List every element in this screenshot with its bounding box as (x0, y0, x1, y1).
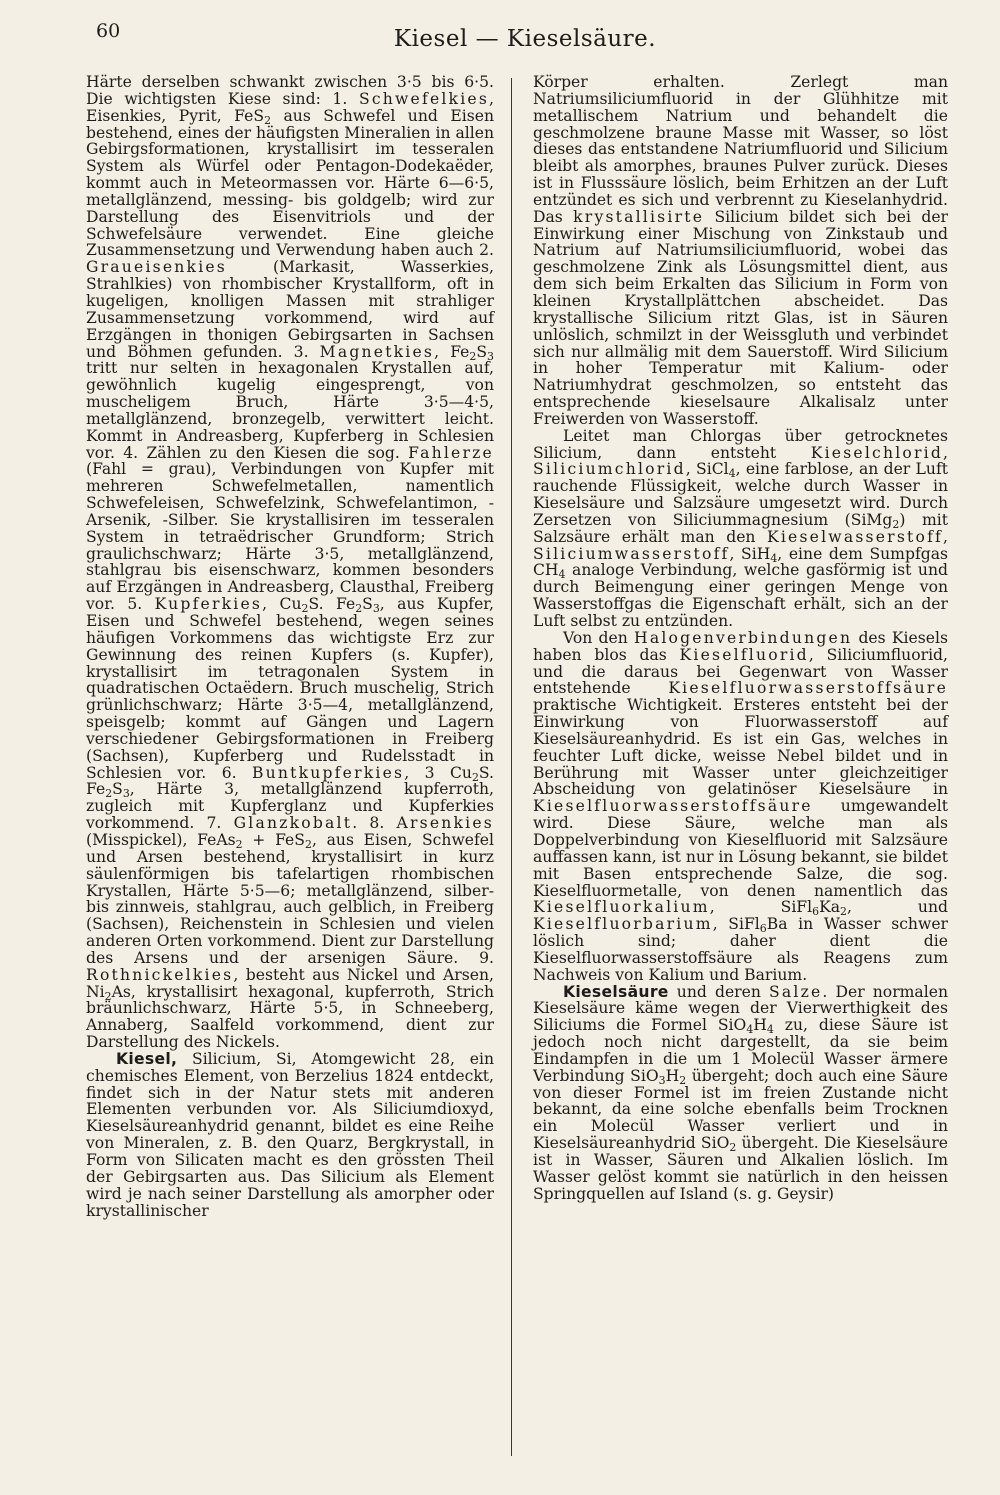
subscript: 2 (301, 602, 309, 616)
spaced-term: Siliciumchlorid (533, 460, 686, 479)
text-run: . 8. (352, 814, 397, 833)
paragraph-kiesel (86, 1051, 494, 1219)
text-run: , SiCl (685, 460, 729, 479)
text-run: S. Fe (308, 595, 356, 614)
subscript: 4 (728, 467, 736, 481)
paragraph-kieselsaeure (533, 984, 948, 1203)
text-run: , und (846, 898, 949, 917)
paragraph-kiese-list (86, 74, 494, 1051)
spaced-term: Kieselfluorid (679, 645, 809, 664)
text-run: tritt nur selten in hexagonalen Krystallen auf, gewöhnlich kugelig eingesprengt, von muscheligem Bruch, Härte 3·5—4·5, metallglänzend, bronzegelb, verwittert leicht. Kommt in Andreasberg, Kupferberg in Schlesien vor. 4. Zählen zu den Kiesen die sog. (86, 359, 494, 462)
text-run: Von den (563, 628, 635, 647)
spaced-term: Kieselfluorkalium (533, 898, 710, 917)
spaced-term: Kieselfluorwasserstoffsäure (533, 797, 813, 816)
spaced-term: Fahlerze (408, 443, 494, 462)
spaced-term: Kieselfluorbarium (533, 915, 713, 934)
spaced-term: Graueisenkies (86, 258, 228, 277)
spaced-term: Kieselchlorid (810, 443, 944, 462)
subscript: 6 (812, 905, 820, 919)
text-run: , Cu (262, 595, 302, 614)
text-run: As, krystallisirt hexagonal, kupferroth, Strich bräunlichschwarz, Härte 5·5, in Schneeberg, Annaberg, Saalfeld vorkommend, dient zur Darstellung des Nickels. (86, 982, 494, 1052)
subscript: 2 (304, 837, 312, 851)
subscript: 4 (746, 1023, 754, 1037)
text-run: , Siliciumfluorid, und die daraus bei Gegenwart von Wasser entstehende (533, 645, 948, 698)
subscript: 3 (487, 349, 494, 363)
spaced-term: krystallisirte (573, 207, 705, 226)
text-run: , SiFl (712, 915, 760, 934)
text-run: , eine dem Sumpfgas CH (533, 544, 949, 580)
text-run: , Eisenkies, Pyrit, FeS (86, 89, 494, 125)
spaced-term: Buntkupferkies (252, 763, 405, 782)
text-run: S (362, 595, 373, 614)
text-run: ) mit Salzsäure erhält man den (533, 510, 948, 546)
subscript: 2 (355, 602, 363, 616)
spaced-term: Salze (769, 982, 823, 1001)
text-run: aus Schwefel und Eisen bestehend, eines der häufigsten Mineralien in allen Gebirgsformationen, krystallisirt im tesseralen System als Würfel oder Pentagon-Dodekaëder, kommt auch in Meteormassen vor. Härte 6—6·5, metallglänzend, messing- bis goldgelb; wird zur Darstellung des Eisenvitriols und der Schwefelsäure verwendet. Eine gleiche Zusammensetzung und Verwendung haben auch 2. (86, 106, 494, 260)
entry-headword: Kieselsäure (563, 982, 669, 1001)
text-run: (Markasit, Wasserkies, Strahlkies) von rhombischer Krystallform, oft in kugeligen, knolligen Massen mit strahliger Zusammensetzung vorkommend, wird auf Erzgängen in thonigen Gebirgsarten in Sachsen und Böhmen gefunden. 3. (86, 258, 494, 361)
right-column (533, 74, 948, 1203)
spaced-term: Kieselwasserstoff (767, 527, 944, 546)
text-run: Ka (819, 898, 841, 917)
entry-headword: Kiesel, (116, 1049, 178, 1068)
spaced-term: Siliciumwasserstoff (533, 544, 730, 563)
column-divider (511, 78, 512, 1456)
text-run: . Der normalen Kieselsäure käme wegen der Vierwerthigkeit des Siliciums die Formel SiO (533, 982, 948, 1035)
text-run: , SiH (729, 544, 771, 563)
subscript: 6 (759, 922, 767, 936)
text-run: Silicium, Si, Atomgewicht 28, ein chemisches Element, von Berzelius 1824 entdeckt, findet sich in der Natur stets mit anderen Elementen verbunden vor. Als Siliciumdioxyd, Kieselsäureanhydrid genannt, bildet es eine Reihe von Mineralen, z. B. den Quarz, Bergkrystall, in Form von Silicaten macht es den grössten Theil der Gebirgsarten aus. Das Silicium als Element wird je nach seiner Darstellung als amorpher oder krystallinischer (86, 1049, 494, 1220)
subscript: 2 (104, 989, 112, 1003)
text-run: , 3 Cu (404, 763, 472, 782)
spaced-term: Kupferkies (154, 595, 263, 614)
text-run: übergeht. Die Kieselsäure ist in Wasser, Säuren und Alkalien löslich. Im Wasser gelöst kommt sie natürlich in den heissen Springquellen auf Island (s. g. Geysir) (533, 1134, 948, 1203)
text-run: Körper erhalten. Zerlegt man Natriumsiliciumfluorid in der Glühhitze mit metallischem Natrium und behandelt die geschmolzene braune Masse mit Wasser, so löst dieses das entstandene Natriumfluorid und Silicium bleibt als amorphes, braunes Pulver zurück. Dieses ist in Flusssäure löslich, beim Erhitzen an der Luft entzündet es sich und verbrennt zu Kieselanhydrid. Das (533, 73, 948, 226)
text-run: , eine farblose, an der Luft rauchende Flüssigkeit, welche durch Wasser in Kieselsäure und Salzsäure umgesetzt wird. Durch Zersetzen von Siliciummagnesium (SiMg (533, 460, 948, 529)
subscript: 3 (122, 787, 130, 801)
subscript: 2 (840, 905, 847, 919)
spaced-term: Rothnickelkies (86, 965, 234, 984)
spaced-term: Schwefelkies (358, 89, 490, 108)
text-run: H (665, 1066, 680, 1085)
subscript: 4 (558, 568, 566, 582)
subscript: 2 (469, 349, 477, 363)
text-run: , (943, 527, 948, 546)
text-run: Härte derselben schwankt zwischen 3·5 bis 6·5. Die wichtigsten Kiese sind: 1. (86, 73, 494, 108)
spaced-term: Arsenkies (396, 814, 494, 833)
text-run: analoge Verbindung, welche gasförmig ist und durch Beimengung einer geringen Menge von Wasserstoffgas die Eigenschaft erhält, sich an der Luft selbst zu entzünden. (533, 561, 948, 630)
running-title: Kiesel — Kieselsäure. (393, 26, 657, 52)
text-run: , besteht aus Nickel und Arsen, Ni (86, 965, 494, 1001)
text-run: des Kiesels haben blos das (533, 628, 948, 664)
spaced-term: Halogenverbindungen (634, 628, 853, 647)
subscript: 2 (471, 770, 479, 784)
spaced-term: Glanzkobalt (233, 814, 353, 833)
subscript: 2 (264, 113, 272, 127)
text-run: , aus Eisen, Schwefel und Arsen bestehend, krystallisirt in kurz säulenförmigen bis tafelartigen rhombischen Krystallen, Härte 5·5—6; metallglänzend, silber- bis zinnweis, stahlgrau, auch gelblich, in Freiberg (Sachsen), Reichenstein in Schlesien und vielen anderen Orten vorkommend. Dient zur Darstellung des Arsens und der arsenigen Säure. 9. (86, 830, 495, 967)
page-number: 60 (96, 20, 121, 42)
left-column (86, 74, 494, 1219)
text-run: , aus Kupfer, Eisen und Schwefel bestehend, wegen seines häufigen Vorkommens das wichtigste Erz zur Gewinnung des reinen Kupfers (s. Kupfer), krystallisirt im tetragonalen System in quadratischen Octaëdern. Bruch muschelig, Strich grünlichschwarz; Härte 3·5—4, metallglänzend, speisgelb; kommt auf Gängen und Lagern verschiedener Gebirgsformationen in Freiberg (Sachsen), Kupferberg und Rudelsstadt in Schlesien vor. 6. (86, 595, 494, 782)
subscript: 2 (729, 1141, 737, 1155)
paragraph-kieselchlorid (533, 428, 948, 630)
subscript: 2 (892, 517, 900, 531)
paragraph-halogenverbindungen (533, 630, 948, 984)
text-run: S (476, 342, 488, 361)
text-run: , Härte 3, metallglänzend kupferroth, zugleich mit Kupferglanz und Kupferkies vorkommend. 7. (86, 780, 494, 833)
text-run: übergeht; doch auch eine Säure von dieser Formel ist im freien Zustande nicht bekannt, da eine solche ebenfalls beim Trocknen ein Molecül Wasser verliert und in Kieselsäureanhydrid SiO (533, 1066, 948, 1153)
text-run: und deren (668, 982, 769, 1001)
text-run: (Misspickel), FeAs (86, 830, 236, 849)
text-run: (Fahl = grau), Verbindungen von Kupfer mit mehreren Schwefelmetallen, namentlich Schwefeleisen, Schwefelzink, Schwefelantimon, -Arsenik, -Silber. Sie krystallisiren im tesseralen System in tetraëdrischer Grundform; Strich graulichschwarz; Härte 3·5, metallglänzend, stahlgrau bis eisenschwarz, kommen besonders auf Erzgängen in Andreasberg, Clausthal, Freiberg vor. 5. (86, 460, 494, 614)
spaced-term: Kieselfluorwasserstoffsäure (668, 679, 948, 698)
text-run: Leitet man Chlorgas über getrocknetes Silicium, dann entsteht (533, 426, 948, 462)
subscript: 2 (235, 837, 243, 851)
text-run: S. Fe (86, 763, 494, 799)
subscript: 4 (766, 1023, 774, 1037)
paragraph-silicium-forms (533, 74, 948, 428)
text-run: H (753, 1016, 767, 1035)
text-run: , SiFl (709, 898, 813, 917)
text-run: , (943, 443, 948, 462)
text-run: umgewandelt wird. Diese Säure, welche man als Doppelverbindung von Kieselfluorid mit Salzsäure auffassen kann, ist nur in Lösung bekannt, sie bildet mit Basen entsprechende Salze, die sog. Kieselfluormetalle, von denen namentlich das (533, 797, 948, 900)
text-run: + FeS (242, 830, 305, 849)
subscript: 2 (679, 1073, 687, 1087)
text-run: S (112, 780, 123, 799)
text-run: Silicium bildet sich bei der Einwirkung einer Mischung von Zinkstaub und Natrium auf Natriumsiliciumfluorid, wobei das geschmolzene Zink als Lösungsmittel dient, aus dem sich beim Erkalten das Silicium in Form von kleinen Krystallplättchen abscheidet. Das krystallische Silicium ritzt Glas, ist in Säuren unlöslich, schmilzt in der Weissgluth und verbindet sich nur allmälig mit dem Sauerstoff. Wird Silicium in hoher Temperatur mit Kalium- oder Natriumhydrat geschmolzen, so entsteht das entsprechende kieselsaure Alkalisalz unter Freiwerden von Wasserstoff. (533, 207, 949, 428)
subscript: 3 (658, 1073, 666, 1087)
text-run: zu, diese Säure ist jedoch noch nicht dargestellt, da sie beim Eindampfen in die um 1 Molecül Wasser ärmere Verbindung SiO (533, 1016, 948, 1085)
text-run: praktische Wichtigkeit. Ersteres entsteht bei der Einwirkung von Fluorwasserstoff auf Kieselsäureanhydrid. Es ist ein Gas, welches in feuchter Luft dicke, weisse Nebel bildet und in Berührung mit Wasser unter gleichzeitiger Abscheidung von gelatinöser Kieselsäure in (533, 696, 948, 799)
subscript: 4 (770, 551, 778, 565)
subscript: 3 (372, 602, 380, 616)
subscript: 2 (105, 787, 113, 801)
spaced-term: Magnetkies (319, 342, 435, 361)
text-run: Ba in Wasser schwer löslich sind; daher dient die Kieselfluorwasserstoffsäure als Reagens zum Nachweis von Kalium und Barium. (533, 915, 949, 984)
text-run: , Fe (434, 342, 470, 361)
